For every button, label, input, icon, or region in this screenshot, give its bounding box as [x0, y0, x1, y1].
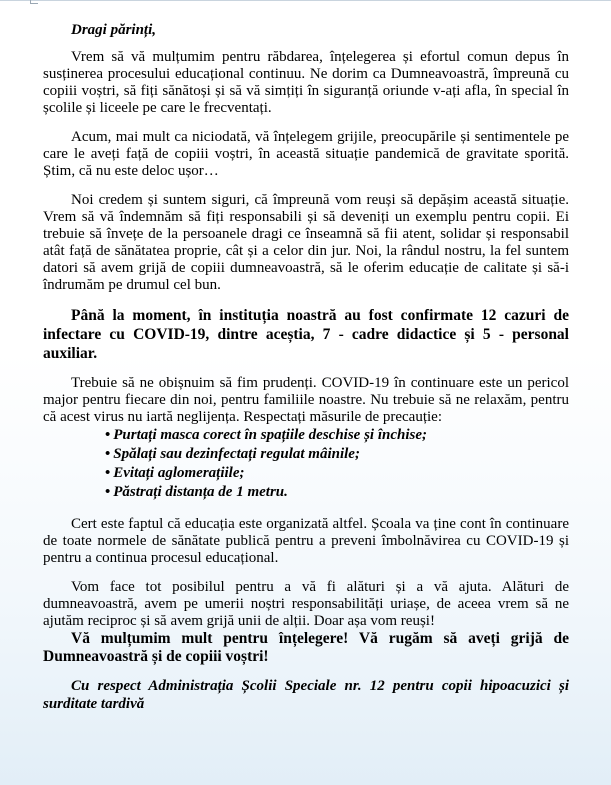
paragraph-gratitude: Vrem să vă mulțumim pentru răbdarea, înțelegerea și efortul comun depus în susținerea procesului educațional continuu. Ne dorim ca Dumneavoastră, împreună cu copiii voștri, să fiți sănătoși și să vă simțiți în siguranță oriunde v-ați afla, în special în școlile și liceele pe care le frecventați. — [43, 49, 569, 116]
letter-body — [43, 22, 569, 713]
paragraph-education: Cert este faptul că educația este organizată altfel. Școala va ține cont în continuare de toate normele de sănătate publică pentru a preveni îmbolnăvirea cu COVID-19 și pentru a continua procesul educațional. — [43, 516, 569, 566]
paragraph-responsibility: Noi credem și suntem siguri, că împreună vom reuși să depășim această situație. Vrem să vă îndemnăm să fiți responsabili și să deveniți un exemplu pentru copii. Ei trebuie să învețe de la persoanele dragi ce înseamnă să fii atent, solidar și responsabil atât față de sănătatea proprie, cât și a celor din jur. Noi, la rândul nostru, la fel suntem datori să avem grijă de copiii dumneavoastră, să le oferim educație de calitate și să-i îndrumăm pe drumul cel bun. — [43, 192, 569, 293]
paragraph-precautions: Trebuie să ne obișnuim să fim prudenți. COVID-19 în continuare este un pericol major pentru fiecare din noi, pentru familiile noastre. Nu trebuie să ne relaxăm, pentru că acest virus nu iartă neglijența. Respectați măsurile de precauție: — [43, 375, 569, 425]
page-top-edge — [0, 0, 611, 7]
paragraph-understanding: Acum, mai mult ca niciodată, vă înțelegem grijile, preocupările și sentimentele pe care le aveți față de copiii voștri, în această situație pandemică de gravitate sporită. Știm, că nu este deloc ușor… — [43, 129, 569, 179]
list-item: • Spălați sau dezinfectați regulat mâinile; — [105, 445, 569, 464]
list-item: • Păstrați distanța de 1 metru. — [105, 483, 569, 502]
signature: Cu respect Administrația Școlii Speciale nr. 12 pentru copii hipoacuzici și surditate tardivă — [43, 678, 569, 712]
thanks-message: Vă mulțumim mult pentru înțelegere! Vă rugăm să aveți grijă de Dumneavoastră și de copiii voștri! — [43, 630, 569, 665]
page-corner-mark — [30, 0, 38, 4]
list-item: • Evitați aglomerațiile; — [105, 464, 569, 483]
paragraph-support: Vom face tot posibilul pentru a vă fi alături și a vă ajuta. Alături de dumneavoastră, avem pe umerii noștri responsabilități uriașe, de aceea vrem să ne ajutăm reciproc și să avem grijă unii de alții. Doar așa vom reuși! — [43, 579, 569, 629]
greeting: Dragi părinți, — [71, 22, 157, 38]
precautions-list — [43, 426, 569, 502]
list-item: • Purtați masca corect în spațiile deschise și închise; — [105, 426, 569, 445]
paragraph-covid-cases: Până la moment, în instituția noastră au fost confirmate 12 cazuri de infectare cu COVID-19, dintre aceștia, 7 - cadre didactice și 5 - personal auxiliar. — [43, 307, 569, 362]
